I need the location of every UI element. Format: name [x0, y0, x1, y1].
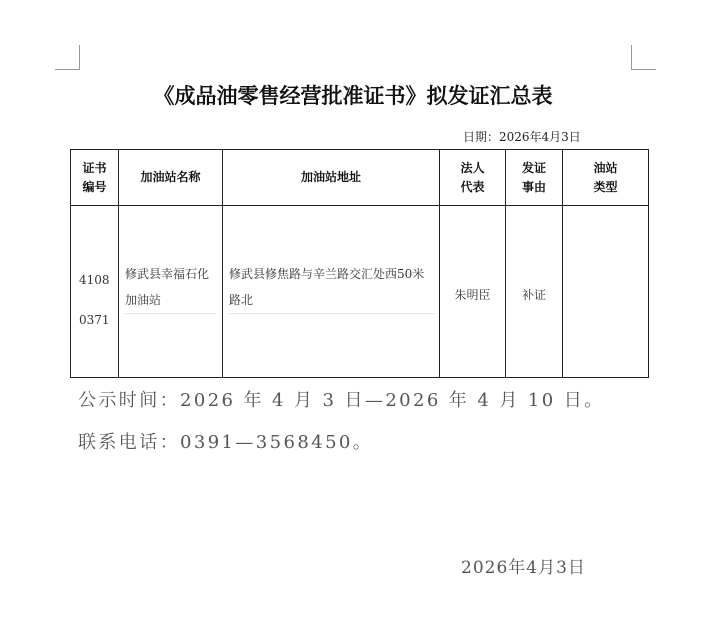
header-issue-reason-line2: 事由 — [521, 179, 546, 194]
table-header-row — [71, 150, 649, 206]
cell-station-name — [119, 206, 223, 378]
notice-period: 公示时间：2026 年 4 月 3 日—2026 年 4 月 10 日。 — [78, 390, 605, 411]
crop-mark-top-right — [631, 45, 656, 70]
header-station-type — [563, 150, 649, 206]
legal-representative-text: 朱明臣 — [454, 288, 491, 302]
issue-reason-text: 补证 — [521, 288, 546, 302]
cell-station-address — [223, 206, 440, 378]
crop-mark-top-left — [55, 45, 80, 70]
table-row — [71, 206, 649, 378]
cell-issue-reason — [506, 206, 563, 378]
header-issue-reason — [506, 150, 563, 206]
cell-certificate-number — [71, 206, 119, 378]
certificate-number-line1: 4108 — [79, 273, 110, 287]
cell-station-type — [563, 206, 649, 378]
header-legal-representative-line1: 法人 — [460, 160, 485, 175]
header-station-address: 加油站地址 — [223, 150, 440, 206]
station-name-text: 修武县幸福石化加油站 — [125, 261, 216, 314]
header-station-type-line1: 油站 — [593, 160, 618, 175]
summary-table — [70, 149, 649, 378]
station-address-text: 修武县修焦路与辛兰路交汇处西50米路北 — [229, 261, 435, 314]
header-certificate-number-line1: 证书 — [82, 160, 107, 175]
header-legal-representative — [440, 150, 506, 206]
document-title: 《成品油零售经营批准证书》拟发证汇总表 — [153, 84, 553, 108]
header-issue-reason-line1: 发证 — [521, 160, 546, 175]
header-legal-representative-line2: 代表 — [460, 179, 485, 194]
cell-legal-representative — [440, 206, 506, 378]
header-certificate-number — [71, 150, 119, 206]
contact-phone: 联系电话：0391—3568450。 — [78, 432, 374, 453]
certificate-number-line2: 0371 — [79, 313, 110, 327]
header-certificate-number-line2: 编号 — [82, 179, 107, 194]
header-station-type-line2: 类型 — [593, 179, 618, 194]
header-station-name: 加油站名称 — [119, 150, 223, 206]
signature-date: 2026年4月3日 — [461, 558, 586, 578]
date-line: 日期：2026年4月3日 — [463, 130, 581, 144]
